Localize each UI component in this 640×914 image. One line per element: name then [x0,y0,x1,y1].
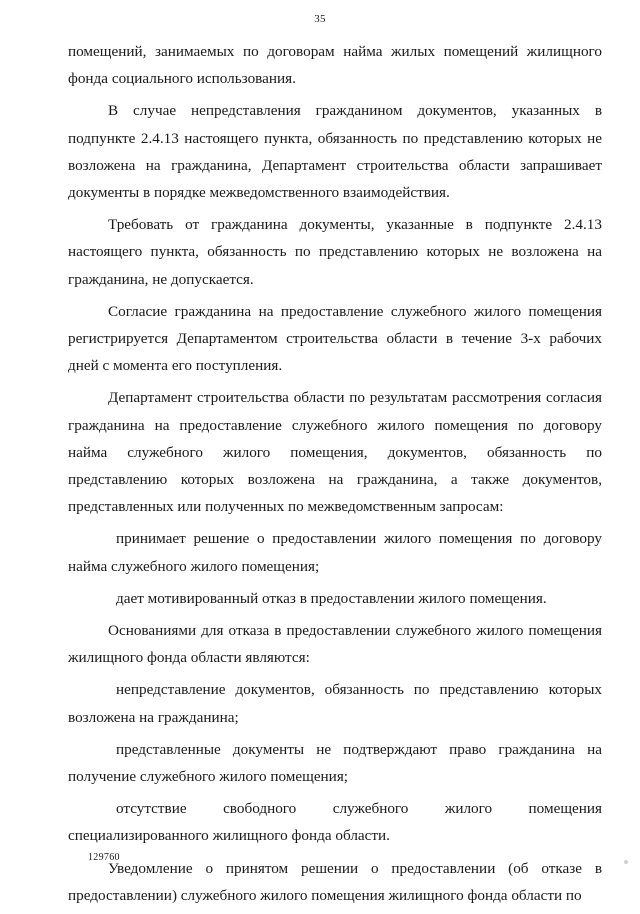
list-item: непредставление документов, обязанность по представлению которых возложена на гражданина; [68,681,602,726]
list-item: отсутствие свободного служебного жилого помещения специализированного жилищного фонда области. [68,800,602,845]
list-item: представленные документы не подтверждают право гражданина на получение служебного жилого помещения; [68,740,602,786]
paragraph: В случае непредставления гражданином документов, указанных в подпункте 2.4.13 настоящего пункта, обязанность по представлению которых не возложена на гражданина, Департамент строительства области запрашивает документы в порядке межведомственного взаимодействия. [68,102,602,202]
scan-mark [624,860,628,864]
footer-code: 129760 [88,852,120,863]
page-number: 35 [314,13,326,25]
paragraph: Требовать от гражданина документы, указанные в подпункте 2.4.13 настоящего пункта, обязанность по представлению которых не возложена на гражданина, не допускается. [68,216,602,288]
list-item: принимает решение о предоставлении жилого помещения по договору найма служебного жилого помещения; [68,530,602,575]
paragraph: Согласие гражданина на предоставление служебного жилого помещения регистрируется Департаментом строительства области в течение 3-х рабочих дней с момента его поступления. [68,302,602,375]
paragraph: Департамент строительства области по результатам рассмотрения согласия гражданина на предоставление служебного жилого помещения по договору найма служебного жилого помещения, документов, обязанность по представлению которых возложена на гражданина, а также документов, представленных или полученных по межведомственным запросам: [68,389,602,516]
paragraph: Основаниями для отказа в предоставлении служебного жилого помещения жилищного фонда области являются: [68,622,602,667]
paragraph-continuation: помещений, занимаемых по договорам найма жилых помещений жилищного фонда социального использования. [68,43,602,88]
document-body [68,38,602,914]
paragraph: Уведомление о принятом решении о предоставлении (об отказе в предоставлении) служебного жилого помещения жилищного фонда области по [68,859,602,904]
list-item: дает мотивированный отказ в предоставлении жилого помещения. [116,589,547,607]
